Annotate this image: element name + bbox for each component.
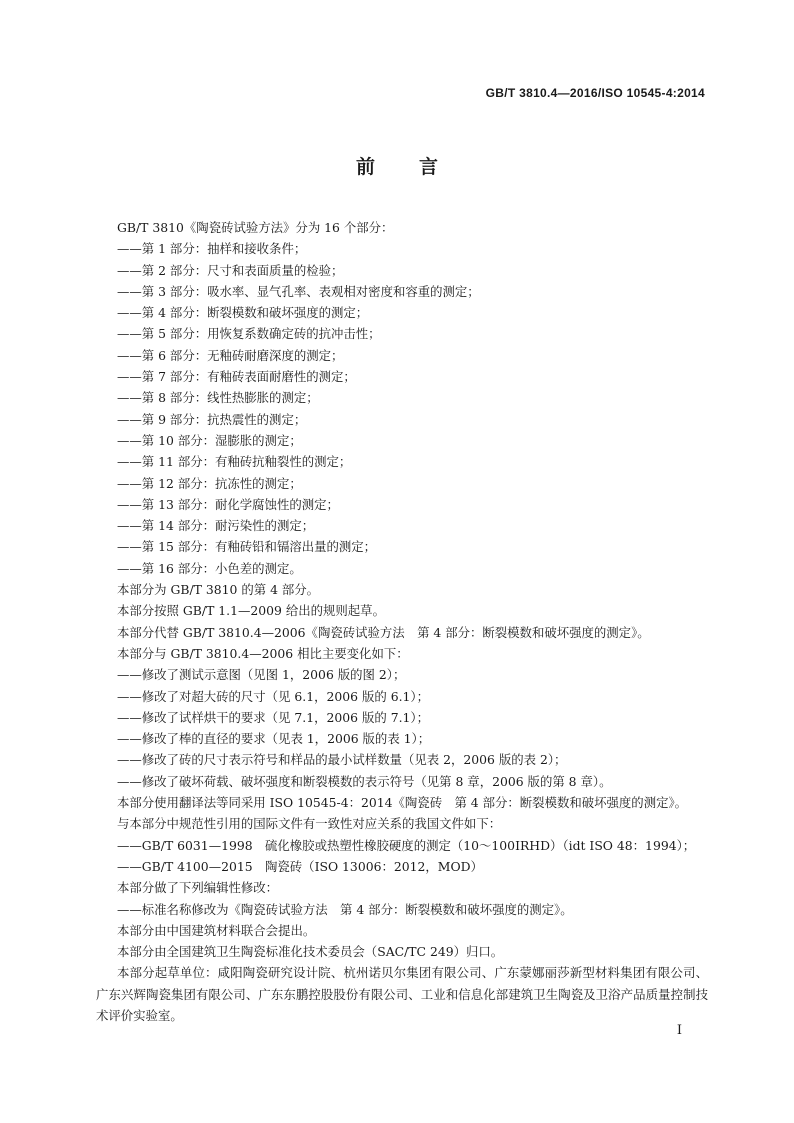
list-item: ——修改了棒的直径的要求（见表 1，2006 版的表 1）； — [117, 731, 431, 747]
page-number: I — [676, 1023, 682, 1038]
list-item: ——第 14 部分：耐污染性的测定； — [117, 518, 315, 534]
list-item: ——第 15 部分：有釉砖铅和镉溶出量的测定； — [117, 539, 377, 555]
drafting-units-paragraph: 本部分起草单位：咸阳陶瓷研究设计院、杭州诺贝尔集团有限公司、广东蒙娜丽莎新型材料集团有限公司、广东兴辉陶瓷集团有限公司、广东东鹏控股股份有限公司、工业和信息化部建筑卫生陶瓷及卫浴产品质量控制技术评价实验室。 — [96, 965, 708, 1023]
list-item: ——第 10 部分：湿膨胀的测定； — [117, 432, 302, 448]
list-item: ——第 9 部分：抗热震性的测定； — [117, 411, 307, 427]
list-item: ——第 5 部分：用恢复系数确定砖的抗冲击性； — [117, 326, 381, 342]
list-item: ——GB/T 6031—1998 硫化橡胶或热塑性橡胶硬度的测定（10～100IRHD）（idt ISO 48：1994）； — [117, 837, 696, 853]
list-item: ——第 7 部分：有釉砖表面耐磨性的测定； — [117, 369, 356, 385]
list-item: ——修改了破坏荷载、破坏强度和断裂模数的表示符号（见第 8 章，2006 版的第 8 章）。 — [117, 773, 612, 789]
text-line: 与本部分中规范性引用的国际文件有一致性对应关系的我国文件如下： — [117, 816, 502, 832]
list-item: ——修改了对超大砖的尺寸（见 6.1，2006 版的 6.1）； — [117, 688, 429, 704]
text-line: GB/T 3810《陶瓷砖试验方法》分为 16 个部分： — [117, 220, 394, 235]
list-item: ——第 6 部分：无釉砖耐磨深度的测定； — [117, 347, 344, 363]
list-item: ——第 1 部分：抽样和接收条件； — [117, 241, 307, 257]
list-item: ——第 16 部分：小色差的测定。 — [117, 560, 302, 576]
list-item: ——第 13 部分：耐化学腐蚀性的测定； — [117, 496, 339, 512]
list-item: ——修改了测试示意图（见图 1，2006 版的图 2）； — [117, 667, 406, 683]
list-item: ——第 3 部分：吸水率、显气孔率、表观相对密度和容重的测定； — [117, 283, 480, 299]
list-item: ——修改了砖的尺寸表示符号和样品的最小试样数量（见表 2，2006 版的表 2）； — [117, 752, 567, 768]
text-line: 本部分为 GB/T 3810 的第 4 部分。 — [117, 582, 320, 598]
standard-code: GB/T 3810.4—2016/ISO 10545-4:2014 — [485, 86, 705, 100]
list-item: ——GB/T 4100—2015 陶瓷砖（ISO 13006：2012，MOD） — [117, 858, 483, 874]
list-item: ——第 8 部分：线性热膨胀的测定； — [117, 390, 319, 406]
text-line: 本部分使用翻译法等同采用 ISO 10545-4：2014《陶瓷砖 第 4 部分：断裂模数和破坏强度的测定》。 — [117, 795, 688, 811]
list-item: ——标准名称修改为《陶瓷砖试验方法 第 4 部分：断裂模数和破坏强度的测定》。 — [117, 901, 573, 917]
text-line: 本部分做了下列编辑性修改： — [117, 880, 279, 896]
foreword-body — [96, 217, 708, 1026]
list-item: ——第 2 部分：尺寸和表面质量的检验； — [117, 262, 344, 278]
list-item: ——第 4 部分：断裂模数和破坏强度的测定； — [117, 305, 369, 321]
page-title: 前言 — [355, 156, 482, 178]
list-item: ——第 12 部分：抗冻性的测定； — [117, 475, 302, 491]
text-line: 本部分由中国建筑材料联合会提出。 — [117, 922, 316, 938]
text-line: 本部分按照 GB/T 1.1—2009 给出的规则起草。 — [117, 603, 385, 619]
list-item: ——第 11 部分：有釉砖抗釉裂性的测定； — [117, 454, 352, 470]
text-line: 本部分与 GB/T 3810.4—2006 相比主要变化如下： — [117, 645, 409, 661]
text-line: 本部分由全国建筑卫生陶瓷标准化技术委员会（SAC/TC 249）归口。 — [117, 944, 504, 960]
text-line: 本部分代替 GB/T 3810.4—2006《陶瓷砖试验方法 第 4 部分：断裂模数和破坏强度的测定》。 — [117, 624, 650, 640]
list-item: ——修改了试样烘干的要求（见 7.1，2006 版的 7.1）； — [117, 709, 429, 725]
